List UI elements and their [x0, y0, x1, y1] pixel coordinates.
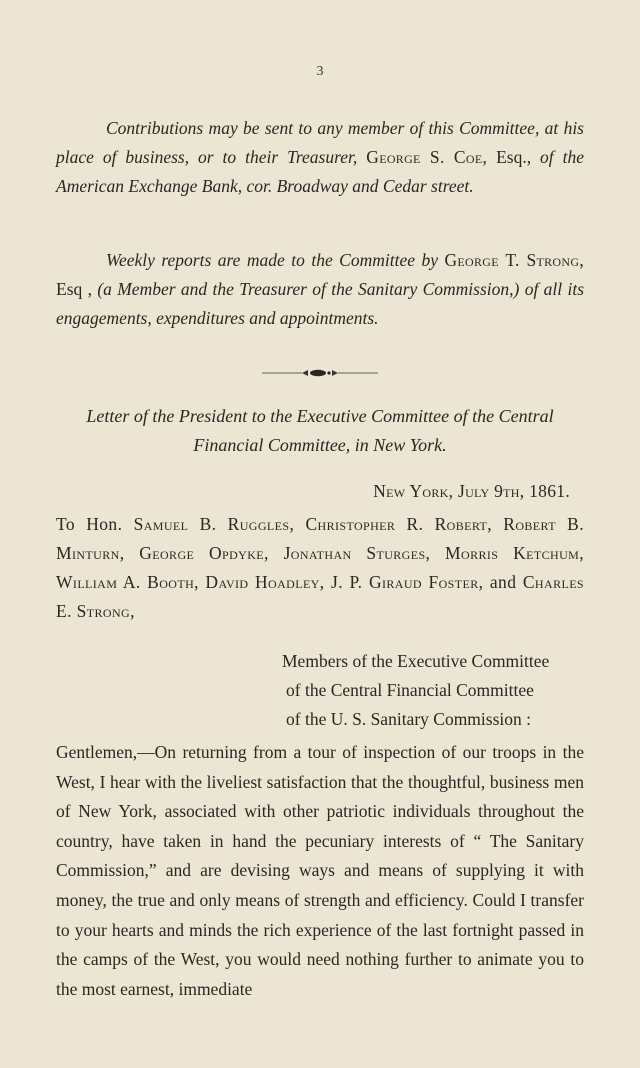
esquire-text: Esq.,: [496, 147, 532, 167]
reports-detail-text: (a Member and the Treasurer of the Sanitary Commission,) of all its engagements, expenditures and appointments.: [56, 279, 585, 328]
weekly-reports-text: Weekly reports are made to the Committee by: [106, 250, 438, 270]
treasurer-name: George S. Coe,: [366, 147, 488, 167]
esquire-text-2: Esq ,: [56, 279, 92, 299]
contributions-paragraph: [56, 114, 584, 201]
divider-ornament-icon: [260, 366, 380, 380]
letter-body-paragraph: Gentlemen,—On returning from a tour of inspection of our troops in the West, I hear with the liveliest satisfaction that the thoughtful, business men of New York, associated with other patriotic individuals throughout the country, have taken in hand the pecuniary interests of “ The Sanitary Commission,” and are devising ways and means of supplying it with money, the true and only means of strength and efficiency. Could I transfer to your hearts and minds the rich experience of the last fortnight passed in the camps of the West, you would need nothing further to animate you to the most earnest, immediate: [56, 742, 584, 999]
members-designation: [282, 647, 622, 734]
address-names: Samuel B. Ruggles, Christopher R. Robert, Robert B. Minturn, George Opdyke, Jonathan Sturges, Morris Ketchum, William A. Booth, David Hoadley, J. P. Giraud Foster,: [56, 514, 585, 592]
page-number: 3: [316, 64, 324, 79]
weekly-reports-paragraph: [56, 246, 584, 333]
members-line: Members of the Executive Committee: [282, 651, 550, 671]
members-line: of the U. S. Sanitary Commission :: [286, 709, 531, 729]
address-to: To Hon.: [56, 514, 123, 534]
bank-address-text: of the American Exchange Bank, cor. Broadway and Cedar street.: [56, 147, 584, 196]
members-line: of the Central Financial Committee: [286, 680, 534, 700]
address-block: [56, 510, 584, 626]
contributions-text: Contributions may be sent to any member of this Committee, at his place of business, or to their Treasurer,: [56, 118, 584, 167]
letter-heading: Letter of the President to the Executive Committee of the Central Financial Committee, in New York.: [86, 406, 554, 455]
ornamental-divider: [0, 366, 640, 386]
address-and: and: [489, 572, 517, 592]
reporter-name: George T. Strong,: [444, 250, 585, 270]
address-last-name: Charles E. Strong,: [56, 572, 585, 621]
dateline: New York, July 9th, 1861.: [373, 481, 570, 501]
